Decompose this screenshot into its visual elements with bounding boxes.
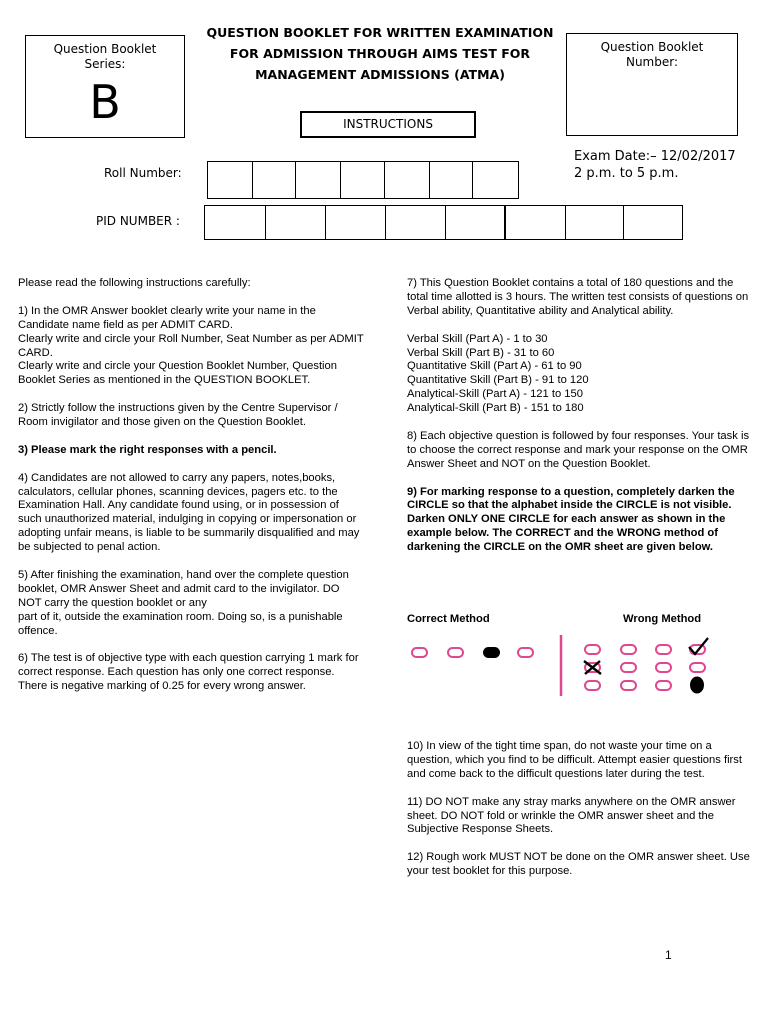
correct-method-label: Correct Method	[407, 613, 490, 625]
roll-cell[interactable]	[341, 162, 385, 198]
pid-cell[interactable]	[624, 206, 682, 239]
omr-example-graphic	[400, 630, 730, 700]
page-number: 1	[665, 948, 672, 962]
title-line-1: QUESTION BOOKLET FOR WRITTEN EXAMINATION	[206, 25, 554, 40]
instruction-4: 4) Candidates are not allowed to carry any papers, notes,books, calculators, cellular phones, scanning devices, pagers etc. to the Examination Hall. Any candidate found using, or in possession of such unauthorized material, indulging in copying or impersonation or adopting unfair means, is liable to be summarily disqualified and may be subjected to penal action.	[18, 471, 360, 554]
pid-number-boxes	[204, 205, 683, 240]
roll-cell[interactable]	[253, 162, 297, 198]
series-label-line-2: Series:	[84, 57, 126, 71]
empty-bubble	[412, 648, 427, 657]
instruction-11: 11) DO NOT make any stray marks anywhere on the OMR answer sheet. DO NOT fold or wrinkle the OMR answer sheet and the Subjective Response Sheets.	[407, 795, 736, 836]
empty-bubble	[585, 681, 600, 690]
section-item: Analytical-Skill (Part B) - 151 to 180	[407, 402, 584, 415]
instruction-1: 1) In the OMR Answer booklet clearly write your name in the Candidate name field as per ADMIT CARD.	[18, 304, 316, 331]
section-item: Quantitative Skill (Part B) - 91 to 120	[407, 374, 589, 387]
exam-date-block	[574, 148, 736, 182]
instruction-9: 9) For marking response to a question, completely darken the CIRCLE so that the alphabet inside the CIRCLE is not visible. Darken ONLY ONE CIRCLE for each answer as shown in the example below. The CORRECT and the WRONG method of darkening the CIRCLE on the OMR sheet are given below.	[407, 485, 735, 554]
section-item: Analytical-Skill (Part A) - 121 to 150	[407, 388, 583, 401]
section-list	[407, 333, 751, 416]
filled-bubble	[483, 647, 500, 658]
booklet-title	[200, 22, 560, 85]
instructions-left-column	[18, 277, 364, 708]
roll-number-label: Roll Number:	[104, 166, 182, 180]
series-box	[25, 35, 185, 138]
empty-bubble	[656, 681, 671, 690]
wrong-method-bubbles	[584, 638, 708, 694]
roll-cell[interactable]	[430, 162, 474, 198]
booklet-number-box	[566, 33, 738, 136]
pid-cell[interactable]	[386, 206, 446, 239]
pid-cell[interactable]	[205, 206, 266, 239]
instruction-3: 3) Please mark the right responses with a pencil.	[18, 443, 277, 456]
empty-bubble	[621, 663, 636, 672]
booklet-number-label	[567, 34, 737, 70]
exam-time: 2 p.m. to 5 p.m.	[574, 166, 679, 181]
instruction-5: 5) After finishing the examination, hand over the complete question booklet, OMR Answer Sheet and admit card to the invigilator. DO NOT carry the question booklet or any	[18, 568, 349, 609]
number-label-line-2: Number:	[625, 55, 679, 69]
instruction-8: 8) Each objective question is followed by four responses. Your task is to choose the correct response and mark your response on the OMR Answer Sheet and NOT on the Question Booklet.	[407, 429, 750, 470]
instructions-right-column	[407, 277, 751, 569]
overfilled-bubble	[690, 677, 704, 694]
title-line-3: MANAGEMENT ADMISSIONS (ATMA)	[255, 67, 505, 82]
pid-cell[interactable]	[266, 206, 326, 239]
wrong-method-label: Wrong Method	[623, 613, 702, 625]
instructions-intro: Please read the following instructions carefully:	[18, 277, 251, 289]
roll-cell[interactable]	[385, 162, 430, 198]
roll-cell[interactable]	[208, 162, 253, 198]
series-value: B	[89, 75, 121, 129]
empty-bubble	[621, 645, 636, 654]
empty-bubble	[621, 681, 636, 690]
instruction-12: 12) Rough work MUST NOT be done on the OMR answer sheet. Use your test booklet for this purpose.	[407, 851, 750, 878]
pid-number-label: PID NUMBER :	[96, 214, 180, 228]
instruction-1b: Clearly write and circle your Roll Number, Seat Number as per ADMIT CARD.	[18, 332, 364, 359]
empty-bubble	[656, 663, 671, 672]
roll-cell[interactable]	[473, 162, 518, 198]
title-line-2: FOR ADMISSION THROUGH AIMS TEST FOR	[229, 46, 531, 61]
empty-bubble	[690, 663, 705, 672]
empty-bubble	[656, 645, 671, 654]
instruction-6: 6) The test is of objective type with each question carrying 1 mark for correct response. Each question has only one correct response. There is negative marking of 0.25 for every wrong answer.	[18, 652, 359, 693]
section-item: Verbal Skill (Part B) - 31 to 60	[407, 346, 555, 359]
instruction-5b: part of it, outside the examination room. Doing so, is a punishable offence.	[18, 610, 343, 637]
empty-bubble	[518, 648, 533, 657]
instruction-1c: Clearly write and circle your Question Booklet Number, Question Booklet Series as mentioned in the QUESTION BOOKLET.	[18, 360, 337, 387]
instruction-10: 10) In view of the tight time span, do not waste your time on a question, which you find to be difficult. Attempt easier questions first and come back to the difficult questions later during the test.	[407, 740, 742, 780]
pid-cell[interactable]	[566, 206, 624, 239]
exam-date: Exam Date:– 12/02/2017	[574, 149, 736, 164]
empty-bubble	[585, 645, 600, 654]
pid-cell[interactable]	[446, 206, 506, 239]
pid-cell[interactable]	[506, 206, 566, 239]
instructions-heading: INSTRUCTIONS	[300, 111, 476, 138]
instruction-2: 2) Strictly follow the instructions given by the Centre Supervisor / Room invigilator and those given on the Question Booklet.	[18, 402, 338, 429]
instructions-right-column-bottom	[407, 740, 751, 893]
roll-cell[interactable]	[296, 162, 341, 198]
correct-method-bubbles	[412, 647, 533, 658]
roll-number-boxes	[207, 161, 519, 199]
empty-bubble	[448, 648, 463, 657]
series-label	[26, 36, 184, 72]
number-label-line-1: Question Booklet	[600, 40, 704, 54]
instruction-7: 7) This Question Booklet contains a total of 180 questions and the total time allotted is 3 hours. The written test consists of questions on Verbal ability, Quantitative ability and Analytical ability.	[407, 277, 749, 317]
section-item: Quantitative Skill (Part A) - 61 to 90	[407, 360, 582, 373]
section-item: Verbal Skill (Part A) - 1 to 30	[407, 332, 548, 345]
pid-cell[interactable]	[326, 206, 386, 239]
series-label-line-1: Question Booklet	[53, 42, 157, 56]
